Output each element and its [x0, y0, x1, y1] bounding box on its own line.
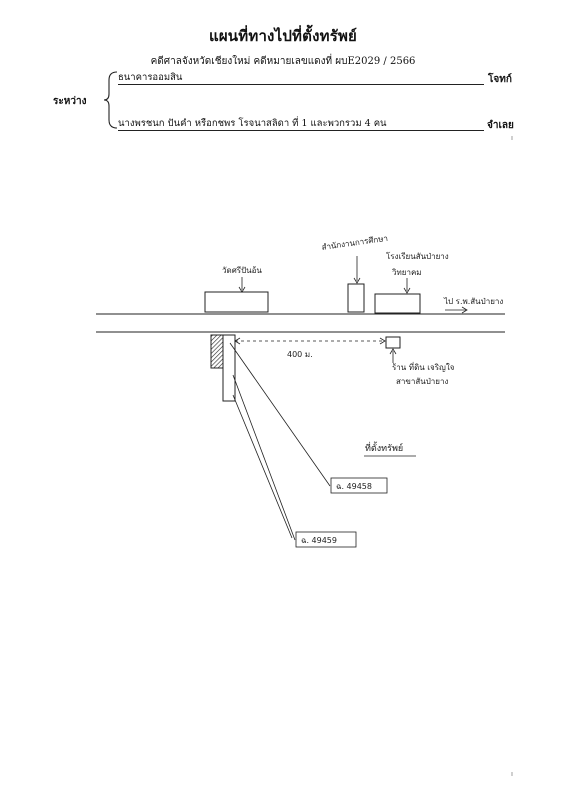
- temple-label: วัดศรีปันอ้น: [222, 266, 262, 275]
- property-parcel-49458: [211, 335, 223, 368]
- office-building: [348, 284, 364, 312]
- office-label: สำนักงานการศึกษา: [321, 233, 389, 252]
- defendant-role: จำเลย: [487, 120, 514, 131]
- between-label: ระหว่าง: [53, 96, 87, 107]
- shop-building: [386, 337, 400, 348]
- leader-line-49459-b: [233, 395, 292, 538]
- direction-label: ไป ร.พ.สันป่ายาง: [444, 297, 504, 306]
- distance-label: 400 ม.: [287, 350, 313, 359]
- property-parcel-49459: [223, 335, 235, 401]
- deed-label-49458: ฉ. 49458: [336, 482, 372, 491]
- school-label-2: วิทยาคม: [392, 268, 422, 277]
- shop-label: ร้าน ที่ดิน เจริญใจ: [392, 363, 455, 372]
- defendant-name: นางพรชนก ปันคำ หรือกชพร โรจนาสลิดา ที่ 1 และพวกรวม 4 คน: [118, 117, 484, 131]
- deed-label-49459: ฉ. 49459: [301, 536, 337, 545]
- plaintiff-role: โจทก์: [488, 74, 512, 85]
- page-title: แผนที่ทางไปที่ตั้งทรัพย์: [208, 27, 358, 45]
- case-number: คดีศาลจังหวัดเชียงใหม่ คดีหมายเลขแดงที่ ผบE2029 / 2566: [150, 56, 416, 67]
- plaintiff-name: ธนาคารออมสิน: [118, 71, 484, 85]
- temple-building: [205, 292, 268, 312]
- school-label: โรงเรียนสันป่ายาง: [386, 252, 449, 261]
- leader-line-49458: [230, 343, 330, 486]
- property-heading: ที่ตั้งทรัพย์: [365, 444, 404, 454]
- shop-label-2: สาขาสันป่ายาง: [396, 377, 449, 386]
- leader-line-49459: [233, 375, 295, 540]
- school-building: [375, 294, 420, 313]
